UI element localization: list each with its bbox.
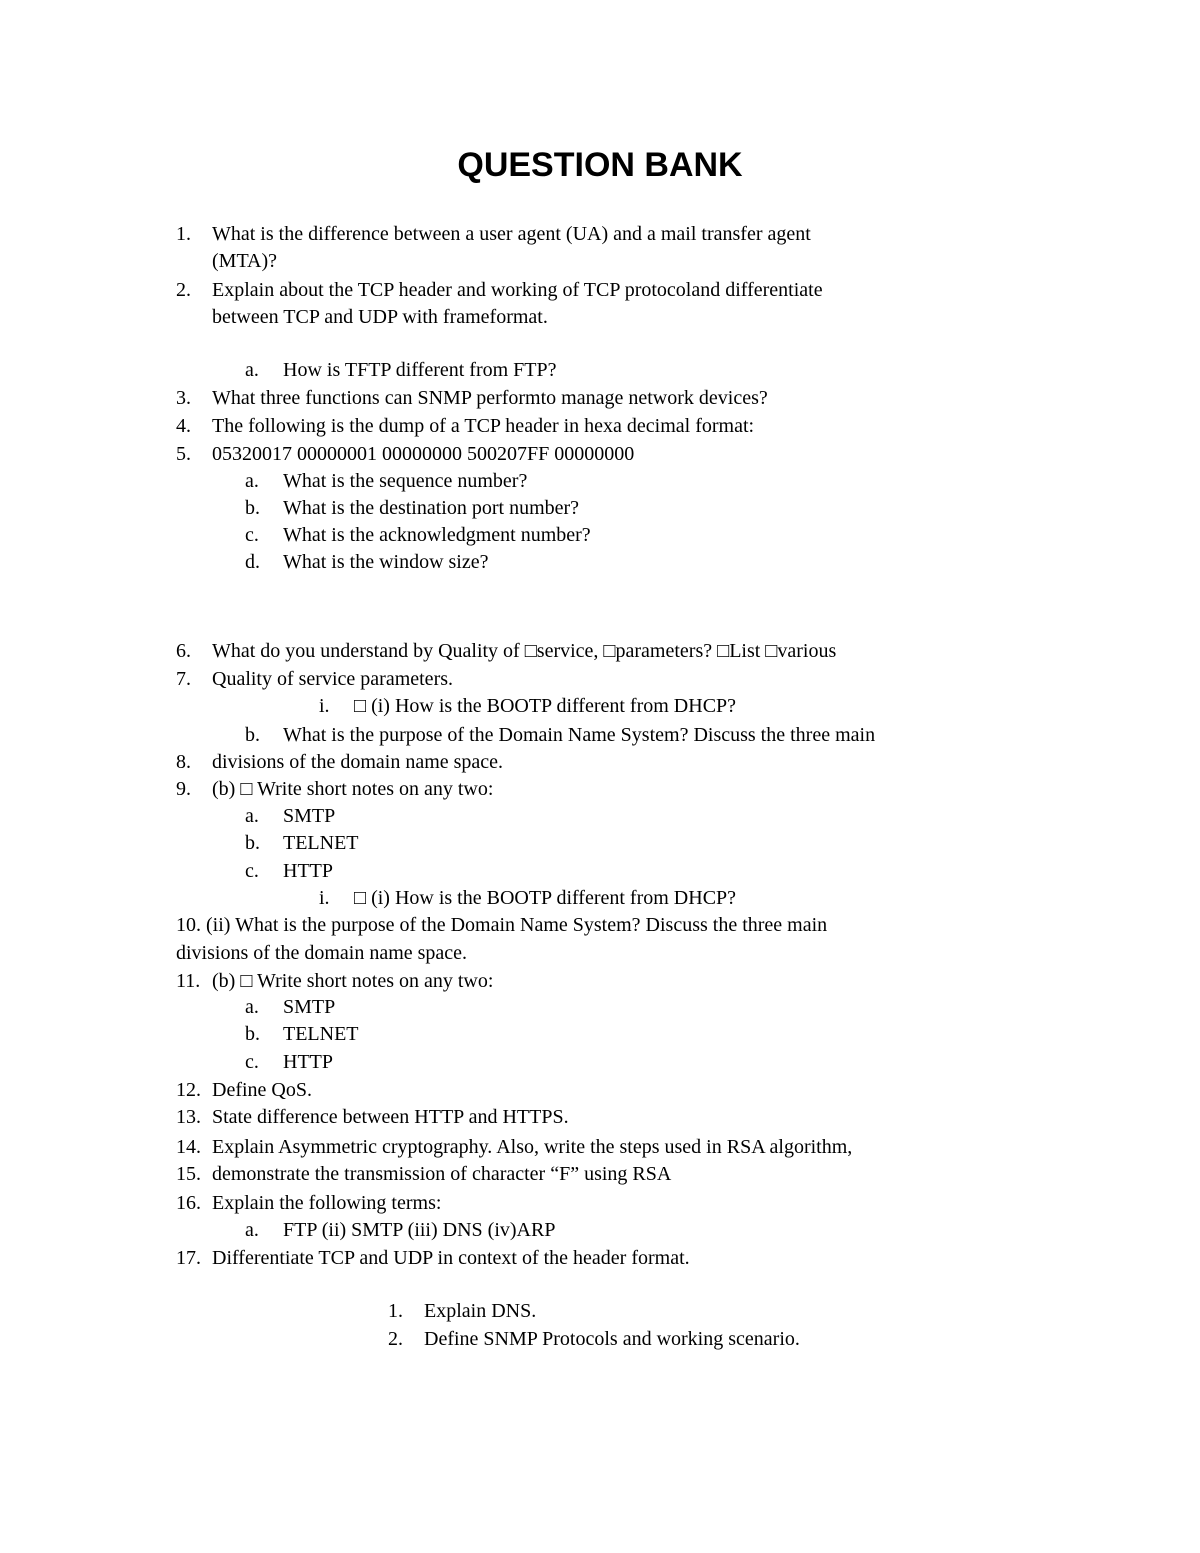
question-text: Explain Asymmetric cryptography. Also, write the steps used in RSA algorithm, <box>212 1136 853 1158</box>
question-text: 10. (ii) What is the purpose of the Domain Name System? Discuss the three main <box>176 914 828 936</box>
question-number: 5. <box>176 443 191 465</box>
question-number: 6. <box>176 640 191 662</box>
question-text: (MTA)? <box>212 250 278 272</box>
question-text: (b) □ Write short notes on any two: <box>212 970 494 992</box>
question-text: State difference between HTTP and HTTPS. <box>212 1106 569 1128</box>
question-text: Differentiate TCP and UDP in context of the header format. <box>212 1247 690 1269</box>
question-text: TELNET <box>283 1023 359 1045</box>
question-text: between TCP and UDP with frameformat. <box>212 306 548 328</box>
question-text: Explain DNS. <box>424 1300 537 1322</box>
question-text: Quality of service parameters. <box>212 668 454 690</box>
question-number: c. <box>245 1051 259 1073</box>
question-number: 4. <box>176 415 191 437</box>
question-number: b. <box>245 497 260 519</box>
question-number: 9. <box>176 778 191 800</box>
question-text: TELNET <box>283 832 359 854</box>
question-number: c. <box>245 524 259 546</box>
question-number: 3. <box>176 387 191 409</box>
question-number: 17. <box>176 1247 201 1269</box>
question-text: HTTP <box>283 860 333 882</box>
question-number: i. <box>319 695 330 717</box>
question-text: □ (i) How is the BOOTP different from DHCP? <box>354 695 737 717</box>
question-text: What do you understand by Quality of □service, □parameters? □List □various <box>212 640 837 662</box>
question-number: a. <box>245 359 259 381</box>
question-text: What is the acknowledgment number? <box>283 524 591 546</box>
question-number: b. <box>245 724 260 746</box>
question-number: 2. <box>176 279 191 301</box>
question-number: a. <box>245 805 259 827</box>
question-number: 12. <box>176 1079 201 1101</box>
page-title: QUESTION BANK <box>457 146 743 184</box>
question-text: SMTP <box>283 805 336 827</box>
question-text: demonstrate the transmission of character “F” using RSA <box>212 1163 672 1185</box>
question-text: Explain about the TCP header and working of TCP protocoland differentiate <box>212 279 823 301</box>
question-number: 14. <box>176 1136 201 1158</box>
question-number: i. <box>319 887 330 909</box>
question-number: a. <box>245 470 259 492</box>
question-text: What is the destination port number? <box>283 497 580 519</box>
question-number: b. <box>245 1023 260 1045</box>
question-text: What is the window size? <box>283 551 489 573</box>
question-number: a. <box>245 1219 259 1241</box>
question-number: 7. <box>176 668 191 690</box>
question-number: 1. <box>388 1300 403 1322</box>
question-text: Define QoS. <box>212 1079 312 1101</box>
question-text: SMTP <box>283 996 336 1018</box>
question-number: 16. <box>176 1192 201 1214</box>
question-text: HTTP <box>283 1051 333 1073</box>
question-number: 1. <box>176 223 191 245</box>
question-number: d. <box>245 551 260 573</box>
question-number: 11. <box>176 970 201 992</box>
question-text: What is the difference between a user agent (UA) and a mail transfer agent <box>212 223 811 245</box>
question-text: FTP (ii) SMTP (iii) DNS (iv)ARP <box>283 1219 556 1241</box>
question-number: c. <box>245 860 259 882</box>
question-number: 8. <box>176 751 191 773</box>
question-number: 15. <box>176 1163 201 1185</box>
question-text: Define SNMP Protocols and working scenario. <box>424 1328 800 1350</box>
question-text: divisions of the domain name space. <box>176 942 468 964</box>
question-text: (b) □ Write short notes on any two: <box>212 778 494 800</box>
question-text: The following is the dump of a TCP header in hexa decimal format: <box>212 415 755 437</box>
question-number: 2. <box>388 1328 403 1350</box>
question-text: Explain the following terms: <box>212 1192 442 1214</box>
question-number: b. <box>245 832 260 854</box>
question-number: 13. <box>176 1106 201 1128</box>
question-text: What is the sequence number? <box>283 470 528 492</box>
question-number: a. <box>245 996 259 1018</box>
question-text: What three functions can SNMP performto manage network devices? <box>212 387 768 409</box>
question-text: divisions of the domain name space. <box>212 751 504 773</box>
question-text: How is TFTP different from FTP? <box>283 359 557 381</box>
question-text: □ (i) How is the BOOTP different from DHCP? <box>354 887 737 909</box>
question-text: What is the purpose of the Domain Name System? Discuss the three main <box>283 724 876 746</box>
question-text: 05320017 00000001 00000000 500207FF 00000000 <box>212 443 635 465</box>
